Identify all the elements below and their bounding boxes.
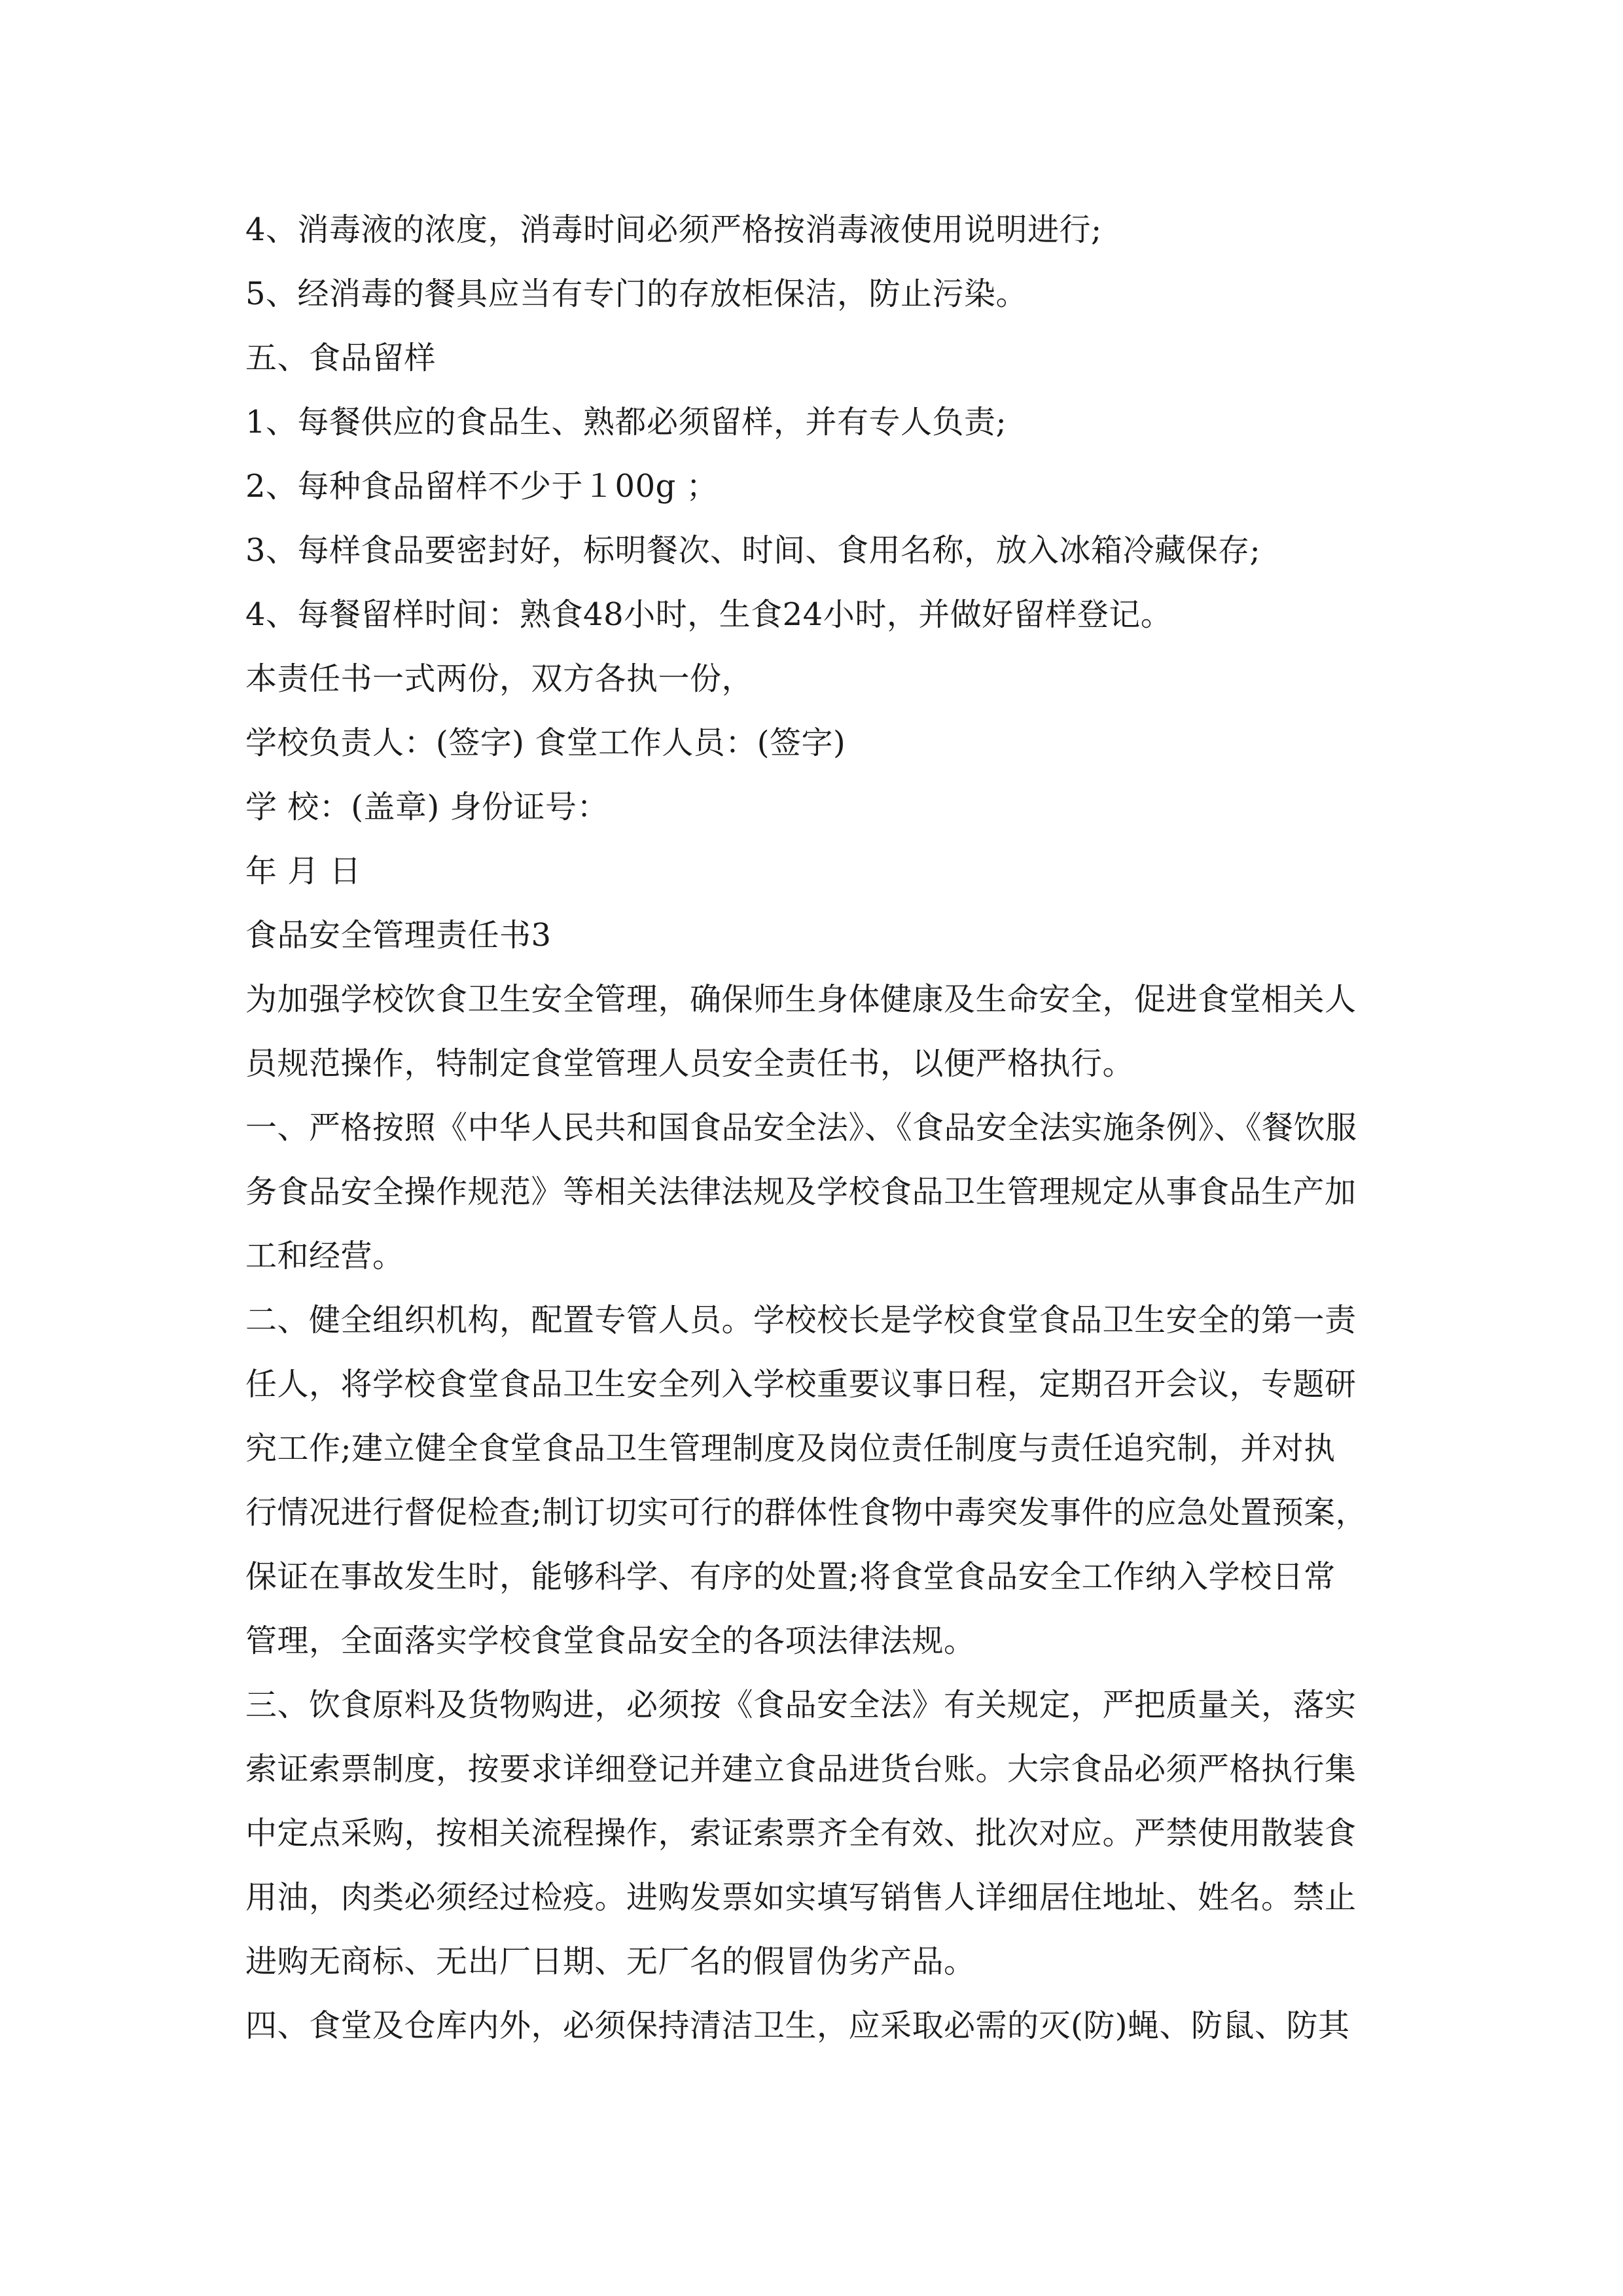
- text-line: 员规范操作，特制定食堂管理人员安全责任书，以便严格执行。: [245, 1045, 1135, 1082]
- seal-line: 学 校：(盖章) 身份证号：: [245, 789, 609, 825]
- text-line: 1、每餐供应的食品生、熟都必须留样，并有专人负责;: [245, 404, 1007, 440]
- text-line: 任人，将学校食堂食品卫生安全列入学校重要议事日程，定期召开会议，专题研: [245, 1366, 1357, 1403]
- text-line: 二、健全组织机构，配置专管人员。学校校长是学校食堂食品卫生安全的第一责: [245, 1302, 1357, 1338]
- text-line: 中定点采购，按相关流程操作，索证索票齐全有效、批次对应。严禁使用散装食: [245, 1815, 1357, 1852]
- text-line: 一、严格按照《中华人民共和国食品安全法》、《食品安全法实施条例》、《餐饮服: [245, 1109, 1357, 1146]
- document-page: [245, 198, 1384, 2058]
- text-line: 三、饮食原料及货物购进，必须按《食品安全法》有关规定，严把质量关，落实: [245, 1687, 1357, 1723]
- text-line: 管理，全面落实学校食堂食品安全的各项法律法规。: [245, 1623, 976, 1659]
- text-line: 工和经营。: [245, 1238, 404, 1274]
- section-heading: 五、食品留样: [245, 340, 437, 376]
- text-line: 4、每餐留样时间：熟食48小时，生食24小时，并做好留样登记。: [245, 596, 1173, 633]
- text-line: 用油，肉类必须经过检疫。进购发票如实填写销售人详细居住地址、姓名。禁止: [245, 1879, 1357, 1916]
- text-line: 索证索票制度，按要求详细登记并建立食品进货台账。大宗食品必须严格执行集: [245, 1751, 1357, 1787]
- text-line: 究工作;建立健全食堂食品卫生管理制度及岗位责任制度与责任追究制，并对执: [245, 1430, 1336, 1467]
- document-title: 食品安全管理责任书3: [245, 917, 552, 954]
- date-line: 年 月 日: [245, 853, 362, 889]
- text-line: 2、每种食品留样不少于１00g ；: [245, 468, 719, 505]
- text-line: 5、经消毒的餐具应当有专门的存放柜保洁，防止污染。: [245, 276, 1028, 312]
- signature-line: 学校负责人：(签字) 食堂工作人员：(签字): [245, 725, 846, 761]
- text-line: 4、消毒液的浓度，消毒时间必须严格按消毒液使用说明进行;: [245, 211, 1102, 248]
- text-line: 为加强学校饮食卫生安全管理，确保师生身体健康及生命安全，促进食堂相关人: [245, 981, 1357, 1018]
- text-line: 行情况进行督促检查;制订切实可行的群体性食物中毒突发事件的应急处置预案，: [245, 1494, 1368, 1531]
- text-line: 进购无商标、无出厂日期、无厂名的假冒伪劣产品。: [245, 1943, 976, 1980]
- text-line: 务食品安全操作规范》等相关法律法规及学校食品卫生管理规定从事食品生产加: [245, 1174, 1357, 1210]
- text-line: 保证在事故发生时，能够科学、有序的处置;将食堂食品安全工作纳入学校日常: [245, 1558, 1336, 1595]
- text-line: 3、每样食品要密封好，标明餐次、时间、食用名称，放入冰箱冷藏保存;: [245, 532, 1261, 569]
- text-line: 本责任书一式两份，双方各执一份，: [245, 660, 754, 697]
- text-line: 四、食堂及仓库内外，必须保持清洁卫生，应采取必需的灭(防)蝇、防鼠、防其: [245, 2007, 1350, 2044]
